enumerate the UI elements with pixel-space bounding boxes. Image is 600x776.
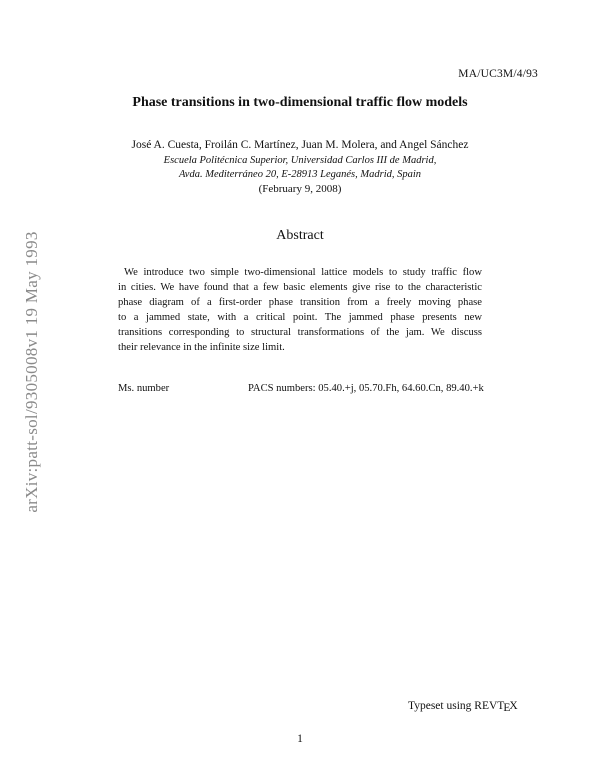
paper-date: (February 9, 2008) xyxy=(258,183,342,195)
arxiv-margin-stamp: arXiv:patt-sol/9305008v1 19 May 1993 xyxy=(22,231,41,513)
ms-number-label: Ms. number xyxy=(118,383,170,394)
abstract-line: phase diagram of a first-order phase transition from a freely moving phase xyxy=(118,297,482,308)
affiliation-line-1: Escuela Politécnica Superior, Universidad Carlos III de Madrid, xyxy=(163,155,437,166)
page-number: 1 xyxy=(297,733,303,745)
typeset-note xyxy=(408,700,518,712)
paper-title: Phase transitions in two-dimensional traffic flow models xyxy=(132,95,468,110)
report-number: MA/UC3M/4/93 xyxy=(458,68,538,80)
abstract-body xyxy=(118,265,482,355)
pacs-numbers: PACS numbers: 05.40.+j, 05.70.Fh, 64.60.Cn, 89.40.+k xyxy=(248,383,484,394)
abstract-line: to a jammed state, with a critical point. The jammed phase presents new xyxy=(118,312,482,323)
revtex-x: X xyxy=(509,700,518,712)
author-list: José A. Cuesta, Froilán C. Martínez, Juan M. Molera, and Angel Sánchez xyxy=(131,139,469,151)
affiliation-line-2: Avda. Mediterráneo 20, E-28913 Leganés, Madrid, Spain xyxy=(178,169,422,180)
abstract-line: transitions corresponding to structural transformations of the jam. We discuss xyxy=(118,327,482,338)
typeset-prefix: Typeset using xyxy=(408,700,475,712)
abstract-line: their relevance in the infinite size limit. xyxy=(118,342,285,353)
revtex-e: E xyxy=(503,702,511,714)
abstract-line: in cities. We have found that a few basic elements give rise to the characteristic xyxy=(118,282,482,293)
abstract-heading: Abstract xyxy=(276,228,324,243)
abstract-line: We introduce two simple two-dimensional lattice models to study traffic flow xyxy=(124,267,482,278)
revtex-rev: REVT xyxy=(474,700,505,712)
